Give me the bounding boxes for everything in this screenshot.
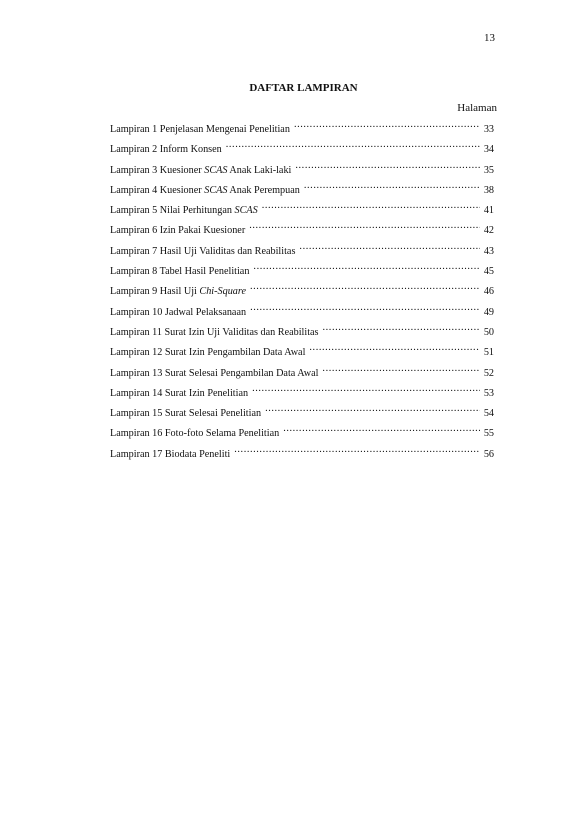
appendix-entry-label (110, 285, 246, 299)
dot-leader (295, 163, 480, 173)
appendix-entry-label (110, 224, 245, 238)
dot-leader (265, 406, 480, 416)
appendix-entry-italic-text: SCAS (234, 205, 258, 217)
appendix-entry-page: 34 (483, 144, 494, 156)
appendix-entry-page: 42 (483, 225, 494, 237)
dot-leader (283, 426, 480, 436)
appendix-entry (110, 223, 494, 243)
appendix-entry-page: 55 (483, 428, 494, 440)
appendix-entry-label (110, 407, 261, 421)
appendix-entry (110, 386, 494, 406)
appendix-entry-label (110, 306, 246, 320)
dot-leader (250, 305, 480, 315)
appendix-entry-page: 45 (483, 266, 494, 278)
appendix-entry (110, 244, 494, 264)
appendix-entry (110, 183, 494, 203)
appendix-entry-label (110, 164, 291, 178)
appendix-entry-text-suffix: Anak Laki-laki (227, 164, 292, 176)
page-number: 13 (484, 32, 495, 44)
dot-leader (262, 203, 480, 213)
appendix-entry-page: 38 (483, 184, 494, 196)
appendix-entry-label (110, 123, 290, 137)
appendix-entry (110, 345, 494, 365)
appendix-entry-page: 54 (483, 408, 494, 420)
appendix-entry-text: Lampiran 14 Surat Izin Penelitian (110, 387, 249, 399)
appendix-entry-label (110, 448, 230, 462)
appendix-entry-page: 50 (483, 326, 494, 338)
appendix-entry-text: Lampiran 12 Surat Izin Pengambilan Data Awal (110, 347, 306, 359)
appendix-entry-page: 43 (483, 245, 494, 257)
appendix-entry-italic-text: Chi-Square (199, 286, 247, 298)
appendix-entry (110, 447, 494, 467)
appendix-entry-text: Lampiran 15 Surat Selesai Penelitian (110, 408, 262, 420)
appendix-entry (110, 142, 494, 162)
appendix-entry-text: Lampiran 1 Penjelasan Mengenai Penelitian (110, 124, 290, 135)
appendix-entry-page: 35 (483, 164, 494, 176)
dot-leader (234, 447, 480, 457)
dot-leader (294, 122, 480, 132)
appendix-entry-page: 56 (483, 448, 494, 460)
dot-leader (299, 244, 480, 254)
appendix-entry-label (110, 326, 319, 340)
dot-leader (309, 345, 480, 355)
appendix-entry-label (110, 427, 279, 441)
appendix-entry-page: 53 (483, 387, 494, 399)
appendix-entry (110, 305, 494, 325)
dot-leader (226, 142, 480, 152)
appendix-entry-text: Lampiran 9 Hasil Uji (110, 286, 200, 298)
appendix-entry-page: 33 (483, 124, 494, 135)
appendix-entry-text: Lampiran 7 Hasil Uji Validitas dan Reabilitas (110, 245, 296, 257)
dot-leader (253, 264, 480, 274)
appendix-entry (110, 366, 494, 386)
appendix-entry (110, 122, 494, 142)
appendix-entry (110, 426, 494, 446)
dot-leader (252, 386, 480, 396)
appendix-entry-label (110, 265, 249, 279)
appendix-entry-page: 51 (483, 347, 494, 359)
appendix-entry (110, 284, 494, 304)
appendix-entry-page: 49 (483, 306, 494, 318)
appendix-entry (110, 264, 494, 284)
appendix-entry-text: Lampiran 3 Kuesioner (110, 164, 205, 176)
appendix-entry-page: 41 (483, 205, 494, 217)
appendix-entry-label (110, 184, 300, 198)
appendix-entry-page: 52 (483, 367, 494, 379)
appendix-entry-label (110, 367, 318, 381)
dot-leader (323, 325, 480, 335)
dot-leader (304, 183, 480, 193)
appendix-entry-label (110, 143, 222, 157)
appendix-entry-text: Lampiran 11 Surat Izin Uji Validitas dan Reabilitas (110, 326, 319, 338)
appendix-entry-label (110, 245, 295, 259)
appendix-list (110, 122, 494, 467)
dot-leader (322, 366, 480, 376)
page-column-label: Halaman (457, 102, 497, 114)
dot-leader (250, 284, 480, 294)
page-title: DAFTAR LAMPIRAN (249, 82, 358, 94)
dot-leader (249, 223, 480, 233)
appendix-entry-italic-text: SCAS (204, 164, 228, 176)
appendix-entry (110, 325, 494, 345)
appendix-entry-page: 46 (483, 286, 494, 298)
appendix-entry-text: Lampiran 6 Izin Pakai Kuesioner (110, 225, 246, 237)
appendix-entry-label (110, 387, 248, 401)
appendix-entry-label (110, 346, 305, 360)
appendix-entry-text: Lampiran 17 Biodata Peneliti (110, 448, 231, 460)
appendix-entry-label (110, 204, 258, 218)
appendix-entry-text: Lampiran 2 Inform Konsen (110, 144, 222, 156)
appendix-entry-text: Lampiran 13 Surat Selesai Pengambilan Data Awal (110, 367, 319, 379)
appendix-entry-text: Lampiran 8 Tabel Hasil Penelitian (110, 266, 250, 278)
appendix-entry (110, 406, 494, 426)
appendix-entry-text: Lampiran 4 Kuesioner (110, 184, 205, 196)
appendix-entry-text: Lampiran 10 Jadwal Pelaksanaan (110, 306, 247, 318)
appendix-entry-text-suffix: Anak Perempuan (227, 184, 300, 196)
appendix-entry-text: Lampiran 16 Foto-foto Selama Penelitian (110, 428, 280, 440)
appendix-entry (110, 163, 494, 183)
appendix-entry (110, 203, 494, 223)
appendix-entry-italic-text: SCAS (204, 184, 228, 196)
appendix-entry-text: Lampiran 5 Nilai Perhitungan (110, 205, 235, 217)
